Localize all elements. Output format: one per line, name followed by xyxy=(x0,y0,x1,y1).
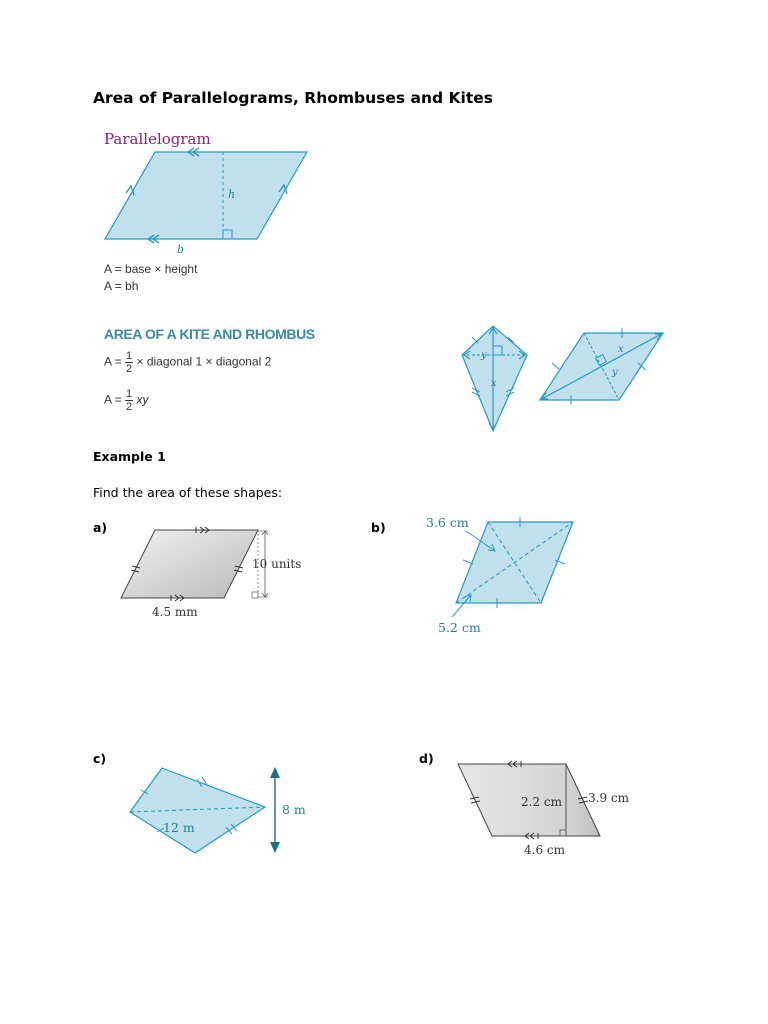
parallelogram-base-label: b xyxy=(177,243,185,256)
question-b-diag-1-label: 3.6 cm xyxy=(426,515,469,530)
question-d-side-label: 3.9 cm xyxy=(588,791,629,805)
question-c-long-diag-label: 12 m xyxy=(163,820,195,835)
question-a-label: a) xyxy=(93,520,108,535)
question-c-short-diag-label: 8 m xyxy=(282,802,306,817)
rhombus-x-label: x xyxy=(618,344,624,355)
page-title: Area of Parallelograms, Rhombuses and Kites xyxy=(93,89,493,107)
fraction-denominator: 2 xyxy=(126,363,133,375)
question-c-label: c) xyxy=(93,751,107,766)
kite-formula-1-suffix: × diagonal 1 × diagonal 2 xyxy=(136,354,272,369)
parallelogram-heading: Parallelogram xyxy=(104,130,211,148)
kite-y-label: y xyxy=(481,350,487,361)
question-a-base-label: 4.5 mm xyxy=(152,605,198,619)
example-heading: Example 1 xyxy=(93,449,166,464)
question-d-height-label: 2.2 cm xyxy=(521,795,562,809)
kite-rhombus-heading: AREA OF A KITE AND RHOMBUS xyxy=(104,326,315,342)
fraction-numerator: 1 xyxy=(126,350,133,362)
parallelogram-formula-1: A = base × height xyxy=(104,262,198,276)
rhombus-y-label: y xyxy=(612,367,618,378)
fraction-numerator: 1 xyxy=(126,388,133,400)
parallelogram-formula-2: A = bh xyxy=(104,279,139,293)
kite-formula-2-suffix: xy xyxy=(136,392,149,407)
question-d-label: d) xyxy=(419,751,434,766)
question-b-label: b) xyxy=(371,520,386,535)
kite-formula-2-prefix: A = xyxy=(104,392,122,407)
fraction-denominator: 2 xyxy=(126,401,133,413)
example-instruction: Find the area of these shapes: xyxy=(93,485,283,500)
kite-formula-1-prefix: A = xyxy=(104,354,122,369)
question-b-diag-2-label: 5.2 cm xyxy=(438,620,481,635)
kite-x-label: x xyxy=(491,378,497,389)
parallelogram-height-label: h xyxy=(228,188,236,201)
question-d-base-label: 4.6 cm xyxy=(524,843,565,857)
question-a-height-label: 10 units xyxy=(252,557,302,571)
